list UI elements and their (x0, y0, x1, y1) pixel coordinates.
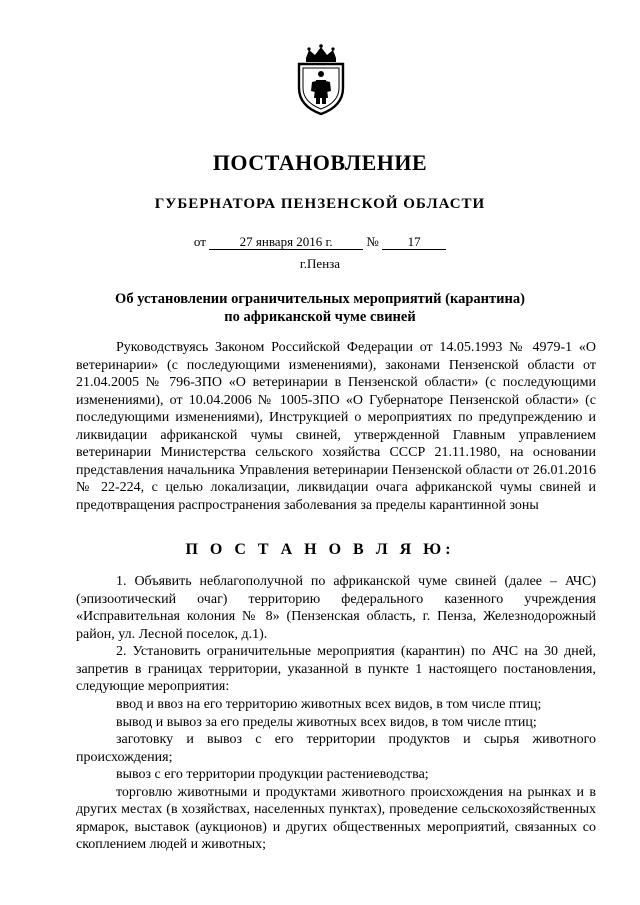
restriction-item: торговлю животными и продуктами животного происхождения на рынках и в других местах (в хозяйствах, населенных пунктах), проведение сельскохозяйственных ярмарок, выставок (аукционов) и других общественных мероприятий, связанных со скоплением людей и животных; (76, 784, 596, 852)
city-name: г.Пенза (299, 256, 341, 271)
coat-of-arms-emblem (292, 44, 350, 116)
preamble-paragraph: Руководствуясь Законом Российской Федерации от 14.05.1993 № 4979-1 «О ветеринарии» (с последующими изменениями), законами Пензенской области от 21.04.2005 № 796-ЗПО «О ветеринарии в Пензенской области» (с последующими изменениями), от 10.04.2006 № 1005-ЗПО «О Губернаторе Пензенской области» (с последующими изменениями), Инструкцией о мероприятиях по предупреждению и ликвидации африканской чумы свиней, утвержденной Главным управлением ветеринарии Министерства сельского хозяйства СССР 21.11.1980, на основании представления начальника Управления ветеринарии Пензенской области от 26.01.2016 № 22-224, с целью локализации, ликвидации очага африканской чумы свиней и предотвращения распространения заболевания за пределы карантинной зоны (76, 340, 596, 513)
point-2-paragraph: 2. Установить ограничительные мероприятия (карантин) по АЧС на 30 дней, запретив в границах территории, указанной в пункте 1 настоящего постановления, следующие мероприятия: (76, 644, 596, 694)
document-type-heading: ПОСТАНОВЛЕНИЕ (212, 150, 428, 175)
restrictions-list (76, 696, 596, 854)
restriction-item: заготовку и вывоз с его территории продуктов и сырья животного происхождения; (76, 732, 596, 765)
resolve-heading: П О С Т А Н О В Л Я Ю: (185, 541, 455, 558)
subject-line-1: Об установлении ограничительных мероприятий (карантина) (115, 291, 525, 307)
number-prefix: № (366, 234, 379, 249)
date-prefix: от (193, 234, 206, 249)
point-1-paragraph: 1. Объявить неблагополучной по африканской чуме свиней (далее – АЧС) (эпизоотический очаг) территорию федерального казенного учреждения «Исправительная колония № 8» (Пензенская область, г. Пенза, Железнодорожный район, ул. Лесной поселок, д.1). (76, 574, 596, 642)
document-subject (80, 290, 560, 326)
issuer-heading: ГУБЕРНАТОРА ПЕНЗЕНСКОЙ ОБЛАСТИ (154, 196, 486, 212)
document-number: 17 (382, 235, 446, 250)
restriction-item: вывод и вывоз за его пределы животных всех видов, в том числе птиц; (116, 714, 537, 730)
date-number-line (0, 234, 640, 250)
restriction-item: ввод и ввоз на его территорию животных всех видов, в том числе птиц; (116, 697, 542, 712)
document-date: 27 января 2016 г. (209, 235, 363, 250)
subject-line-2: по африканской чуме свиней (224, 309, 416, 325)
restriction-item: вывоз с его территории продукции растениеводства; (116, 767, 429, 782)
